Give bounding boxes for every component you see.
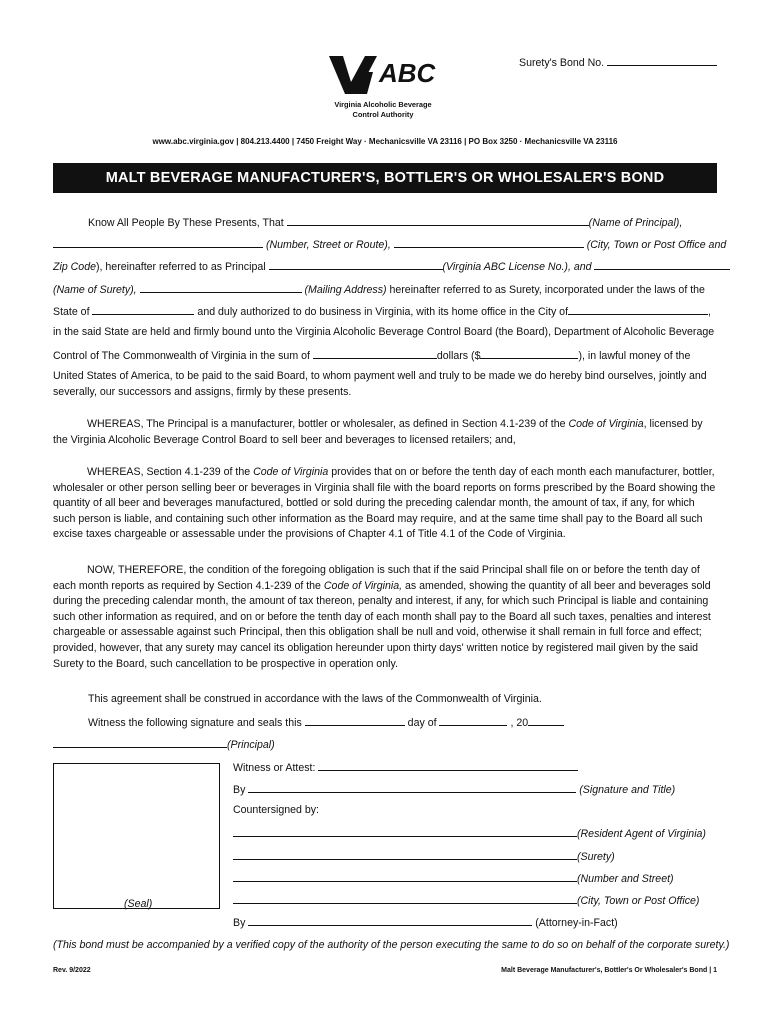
surety-bond-no [519, 55, 717, 70]
logo-subtitle-line2: Control Authority [352, 110, 414, 119]
by-line-1: By (Signature and Title) [233, 784, 676, 796]
va-abc-logo-icon [327, 52, 443, 98]
form-line-4 [53, 282, 705, 297]
state-field[interactable] [92, 304, 194, 315]
principal-referral-text: ), hereinafter referred to as Principal [96, 261, 266, 273]
surety-incorporated-text: hereinafter referred to as Surety, incorporated under the laws of the [389, 284, 705, 296]
principal-name-field[interactable] [287, 215, 589, 226]
form-line-5: State of and duly authorized to do business in Virginia, with its home office in the City of , [53, 306, 711, 318]
by-line-2: By (Attorney-in-Fact) [233, 917, 618, 929]
page-label: Malt Beverage Manufacturer's, Bottler's Or Wholesaler's Bond | 1 [501, 967, 717, 974]
page-title: MALT BEVERAGE MANUFACTURER'S, BOTTLER'S OR WHOLESALER'S BOND [53, 163, 717, 193]
surety-field[interactable] [233, 849, 577, 860]
abc-license-field[interactable] [269, 259, 443, 270]
countersigned-label: Countersigned by: [233, 804, 319, 816]
principal-city-field[interactable] [394, 237, 584, 248]
form-line-6: in the said State are held and firmly bound unto the Virginia Alcoholic Beverage Control Board (the Board), Department of Alcoholic Beverage [53, 326, 715, 338]
resident-agent-field[interactable] [233, 826, 577, 837]
witness-attest-line: Witness or Attest: [233, 760, 578, 775]
city-town-line: (City, Town or Post Office) [233, 893, 699, 908]
number-street-field[interactable] [233, 871, 577, 882]
logo-subtitle-line1: Virginia Alcoholic Beverage [334, 100, 432, 109]
dollars-label: dollars ($ [436, 350, 481, 362]
surety-bond-no-field[interactable] [607, 55, 717, 66]
surety-bond-no-label: Surety's Bond No. [519, 57, 605, 69]
number-street-route-label: (Number, Street or Route), [265, 239, 391, 251]
year-field[interactable] [528, 715, 564, 726]
witness-attest-field[interactable] [318, 760, 578, 771]
sum-amount-field[interactable] [480, 348, 578, 359]
form-line-9: severally, our successors and assigns, firmly by these presents. [53, 386, 352, 398]
sum-words-field[interactable] [313, 348, 437, 359]
sum-of-label: Control of The Commonwealth of Virginia in the sum of [53, 350, 310, 362]
principal-signature-field[interactable] [53, 737, 227, 748]
now-therefore-paragraph: NOW, THEREFORE, the condition of the foregoing obligation is such that if the said Principal shall file on or before the tenth day of each month reports as required by Section 4.1-239 of the Code of Virginia, as amended, showing the quantity of all beer and beverages sold during the preceding calendar month, the amount of tax thereon, penalty and interest, if any, for which such Principal is liable and containing such other information as required, and on or before the tenth day of each month shall pay to the Board all such taxes, penalties and interest chargeable or assessable against such Principal, then this obligation shall be null and void, otherwise it shall remain in full force and effect; provided, however, that any surety may cancel its obligation hereunder upon thirty days' written notice by registered mail given by the said Surety to the Board, such cancellation to be prospective in operation only. [53, 564, 711, 670]
form-line-3 [53, 259, 730, 274]
surety-address-field[interactable] [140, 282, 302, 293]
name-of-surety-label: (Name of Surety), [53, 284, 137, 296]
city-field[interactable] [568, 304, 708, 315]
attorney-in-fact-field[interactable] [248, 915, 532, 926]
lawful-money-text: ), in lawful money of the [578, 350, 691, 362]
state-of-label: State of [53, 306, 90, 318]
seal-box [53, 763, 220, 909]
logo-subtitle [318, 100, 448, 120]
revision-label: Rev. 9/2022 [53, 967, 91, 974]
abc-logo [327, 52, 443, 98]
contact-info: www.abc.virginia.gov | 804.213.4400 | 7450 Freight Way · Mechanicsville VA 23116 | PO Box 3250 · Mechanicsville VA 23116 [152, 137, 618, 146]
name-of-principal-label: (Name of Principal), [588, 217, 683, 229]
home-office-text: and duly authorized to do business in Virginia, with its home office in the City of [197, 306, 569, 318]
agreement-text: This agreement shall be construed in accordance with the laws of the Commonwealth of Virginia. [88, 693, 542, 705]
bond-note: (This bond must be accompanied by a verified copy of the authority of the person executing the same to do so on behalf of the corporate surety.) [53, 939, 730, 951]
surety-name-field[interactable] [594, 259, 730, 270]
form-line-8: United States of America, to be paid to the said Board, to whom payment well and truly to be made we do hereby bind ourselves, jointly and [53, 370, 707, 382]
number-street-line: (Number and Street) [233, 871, 674, 886]
month-field[interactable] [439, 715, 507, 726]
city-town-field[interactable] [233, 893, 577, 904]
know-all-label: Know All People By These Presents, That [88, 217, 284, 229]
abc-license-label: (Virginia ABC License No.), and [442, 261, 592, 273]
seal-label: (Seal) [124, 898, 153, 910]
signature-field[interactable] [248, 782, 576, 793]
form-line-1 [88, 215, 682, 230]
surety-line: (Surety) [233, 849, 615, 864]
city-town-label: (City, Town or Post Office and [586, 239, 727, 251]
witness-line: Witness the following signature and seals this day of , 20 [88, 715, 564, 730]
whereas-paragraph-2: WHEREAS, Section 4.1-239 of the Code of Virginia provides that on or before the tenth day of each month each manufacturer, bottler, wholesaler or other person selling beer or beverages in Virginia shall file with the board reports on forms prescribed by the Board showing the quantity of all beer and beverages manufactured, bottled or sold during the preceding calendar month, the amount of tax, if any, for which such person is liable, and containing such other information as the Board may require, and at the same time shall pay to the Board all such excise taxes chargeable or assessable under the provisions of Chapter 4.1 of Title 4.1 of the Code of Virginia. [53, 466, 716, 541]
day-field[interactable] [305, 715, 405, 726]
zip-code-label: Zip Code [53, 261, 96, 273]
logo-text: ABC [379, 58, 436, 88]
principal-signature-line: (Principal) [53, 737, 275, 752]
mailing-address-label: (Mailing Address) [304, 284, 387, 296]
form-line-7 [53, 348, 690, 363]
principal-street-field[interactable] [53, 237, 263, 248]
form-line-2 [53, 237, 726, 252]
whereas-paragraph-1: WHEREAS, The Principal is a manufacturer, bottler or wholesaler, as defined in Section 4.1-239 of the Code of Virginia, licensed by the Virginia Alcoholic Beverage Control Board to sell beer and beverages to licensed retailers; and, [53, 418, 703, 446]
resident-agent-line: (Resident Agent of Virginia) [233, 826, 706, 841]
